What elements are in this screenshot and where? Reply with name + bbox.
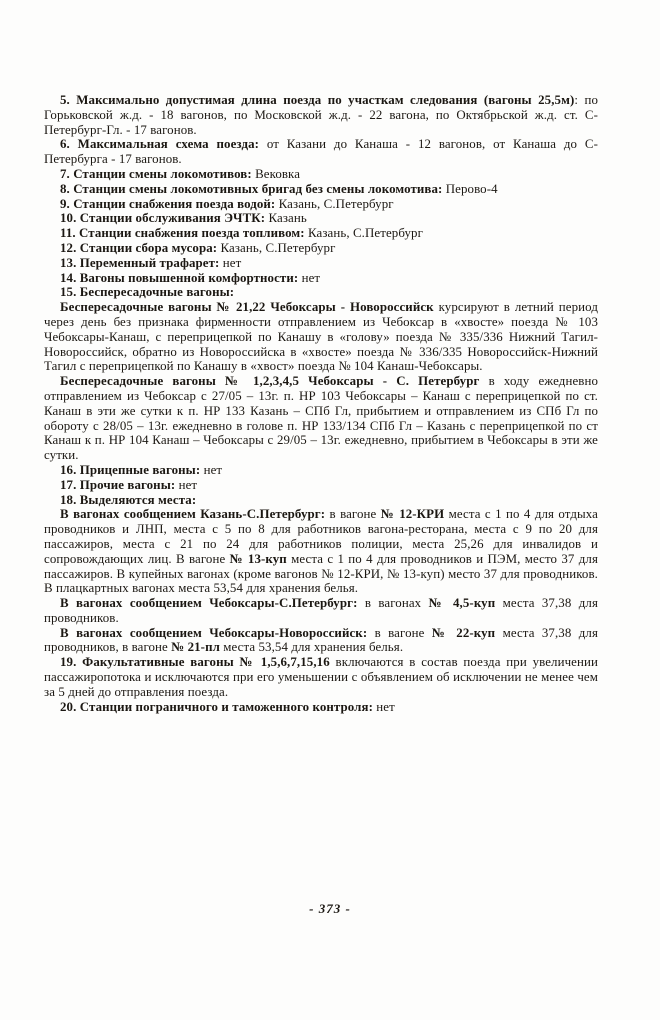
paragraph <box>44 300 598 374</box>
paragraph <box>44 507 598 596</box>
paragraph <box>44 93 598 137</box>
text-run: Казань <box>265 211 307 226</box>
paragraph <box>44 596 598 626</box>
paragraph <box>44 256 598 271</box>
paragraph <box>44 197 598 212</box>
text-run: нет <box>372 699 395 714</box>
text-run: от Казани до Канаша - 12 вагонов, от Канаша до С-Петербурга - 17 вагонов. <box>44 137 598 167</box>
text-run: места 37,38 для проводников. <box>44 596 598 625</box>
bold-text-run: № 22-куп <box>431 625 496 640</box>
paragraph <box>44 700 598 715</box>
text-run: Перово-4 <box>442 181 498 196</box>
bold-text-run: № 13-куп <box>229 551 287 566</box>
bold-text-run: 19. Факультативные вагоны № 1,5,6,7,15,16 <box>60 655 330 670</box>
bold-text-run: 11. Станции снабжения поезда топливом: <box>60 226 305 241</box>
bold-text-run: № 21-пл <box>171 640 220 655</box>
text-run: в вагоне <box>367 625 432 640</box>
document-body <box>44 93 598 714</box>
bold-text-run: 7. Станции смены локомотивов: <box>60 166 252 181</box>
text-run: места 37,38 для проводников, в вагоне <box>44 625 598 655</box>
bold-text-run: 16. Прицепные вагоны: <box>60 462 201 477</box>
text-run: Казань, С.Петербург <box>304 226 423 241</box>
bold-text-run: № 4,5-куп <box>428 596 496 611</box>
bold-text-run: Беспересадочные вагоны № 1,2,3,4,5 Чебоксары - С. Петербург <box>60 374 480 389</box>
bold-text-run: 10. Станции обслуживания ЭЧТК: <box>60 211 266 226</box>
bold-text-run: 8. Станции смены локомотивных бригад без смены локомотива: <box>60 181 443 196</box>
text-run: нет <box>200 462 223 477</box>
text-run: включаются в состав поезда при увеличении пассажиропотока и исключаются при его уменьшении с объявлением об исключении не менее чем за 5 дней до отправления поезда. <box>44 655 598 699</box>
text-run: места с 1 по 4 для проводников и ПЭМ, место 37 для пассажиров. В купейных вагонах (кроме вагонов № 12-КРИ, № 13-куп) место 37 для проводников. В плацкартных вагонах места 53,54 для хранения белья. <box>44 551 598 596</box>
paragraph <box>44 655 598 699</box>
bold-text-run: 17. Прочие вагоны: <box>60 477 176 492</box>
page-number: - 373 - <box>309 901 351 916</box>
text-run: Вековка <box>251 166 301 181</box>
bold-text-run: № 12-КРИ <box>380 507 445 522</box>
bold-text-run: 5. Максимально допустимая длина поезда по участкам следования (вагоны 25,5м) <box>60 93 575 107</box>
text-run: нет <box>175 477 198 492</box>
text-run: в вагонах <box>357 596 429 611</box>
bold-text-run: 15. Беспересадочные вагоны: <box>60 285 235 300</box>
bold-text-run: Беспересадочные вагоны № 21,22 Чебоксары - Новороссийск <box>60 300 434 315</box>
paragraph <box>44 478 598 493</box>
bold-text-run: В вагонах сообщением Чебоксары-С.Петербург: <box>60 596 358 611</box>
text-run: в вагоне <box>325 507 381 522</box>
paragraph <box>44 182 598 197</box>
text-run: места 53,54 для хранения белья. <box>219 640 404 655</box>
bold-text-run: 13. Переменный трафарет: <box>60 255 220 270</box>
bold-text-run: 14. Вагоны повышенной комфортности: <box>60 270 299 285</box>
paragraph <box>44 211 598 226</box>
bold-text-run: 18. Выделяются места: <box>60 492 197 507</box>
text-run: Казань, С.Петербург <box>275 196 394 211</box>
paragraph <box>44 241 598 256</box>
text-run: в ходу ежедневно отправлением из Чебоксар с 27/05 – 13г. п. НР 103 Чебоксары – Канаш с переприцепкой по ст. Канаш в эти же сутки к п. НР 133 Казань – СПб Гл, прибытием и отправлением из СПб Гл по обороту с 28/05 – 13г. ежедневно в голове п. НР 133/134 СПб Гл – Казань с переприцепкой по ст Канаш к п. НР 104 Канаш – Чебоксары с 29/05 – 13г. ежедневно, прибытием в Чебоксары в эти же сутки. <box>44 374 598 463</box>
paragraph <box>44 493 598 508</box>
text-run: Казань, С.Петербург <box>217 240 336 255</box>
text-run: : по Горьковской ж.д. - 18 вагонов, по Московской ж.д. - 22 вагона, по Октябрьской ж.д. ст. С-Петербург-Гл. - 17 вагонов. <box>44 93 598 137</box>
text-run: нет <box>298 270 321 285</box>
paragraph <box>44 271 598 286</box>
bold-text-run: 20. Станции пограничного и таможенного контроля: <box>60 699 373 714</box>
bold-text-run: В вагонах сообщением Казань-С.Петербург: <box>60 507 326 522</box>
bold-text-run: 6. Максимальная схема поезда: <box>60 137 260 152</box>
paragraph <box>44 226 598 241</box>
bold-text-run: 12. Станции сбора мусора: <box>60 240 218 255</box>
paragraph <box>44 626 598 656</box>
paragraph <box>44 137 598 167</box>
paragraph <box>44 463 598 478</box>
bold-text-run: В вагонах сообщением Чебоксары-Новороссийск: <box>60 625 368 640</box>
paragraph <box>44 374 598 463</box>
text-run: места с 1 по 4 для отдыха проводников и ЛНП, места с 5 по 8 для работников вагона-ресторана, места с 9 по 20 для пассажиров, места с 21 по 24 для работников полиции, места 25,26 для инвалидов и сопровождающих лиц. В вагоне <box>44 507 598 566</box>
paragraph <box>44 167 598 182</box>
bold-text-run: 9. Станции снабжения поезда водой: <box>60 196 276 211</box>
paragraph <box>44 285 598 300</box>
text-run: курсируют в летний период через день без признака фирменности отправлением из Чебоксар в «хвосте» поезда № 103 Чебоксары-Канаш, с переприцепкой по Канашу в «голову» поезда № 335/336 Нижний Тагил-Новороссийск, обратно из Новороссийска в «хвосте» поезда № 336/335 Новороссийск-Нижний Тагил с переприцепкой по Канашу в «хвост» поезда № 104 Канаш-Чебоксары. <box>44 300 599 374</box>
text-run: нет <box>219 255 242 270</box>
